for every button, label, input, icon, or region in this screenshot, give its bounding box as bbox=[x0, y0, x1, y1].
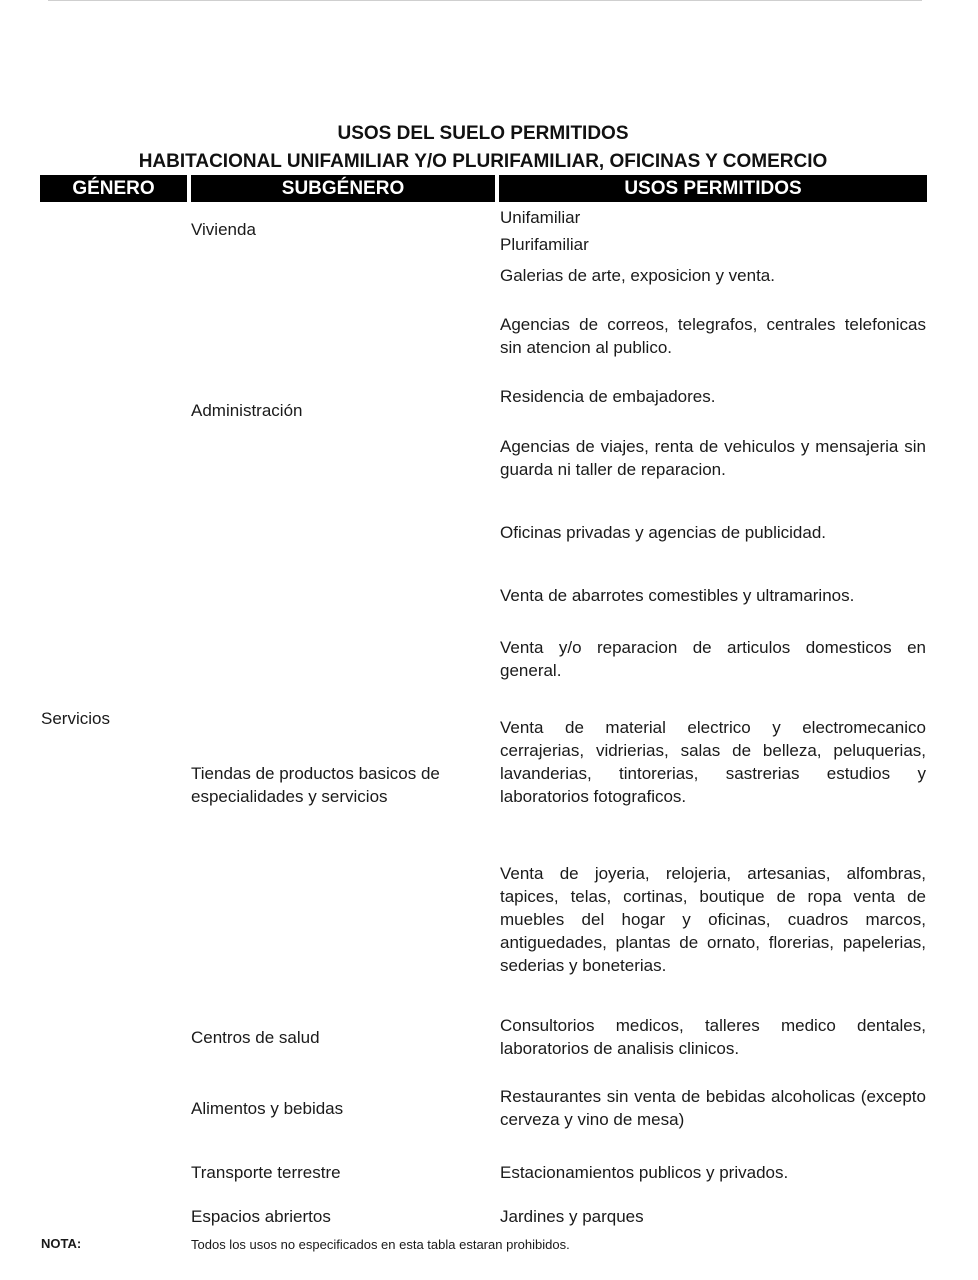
genero-cell: Servicios bbox=[41, 709, 110, 728]
subgenero-cell: Transporte terrestre bbox=[191, 1163, 341, 1182]
uso-item: Jardines y parques bbox=[500, 1207, 644, 1226]
uso-item: Venta de material electrico y electromecanico cerrajerias, vidrierias, salas de belleza, peluquerias, lavanderias, tintorerias, sastrerias estudios y laboratorios fotograficos. bbox=[500, 718, 926, 806]
uso-item: Unifamiliar bbox=[500, 208, 581, 227]
subgenero-cell: Vivienda bbox=[191, 220, 256, 239]
uso-item: Galerias de arte, exposicion y venta. bbox=[500, 266, 775, 285]
uso-item: Oficinas privadas y agencias de publicidad. bbox=[500, 523, 827, 542]
header-usos-permitidos: USOS PERMITIDOS bbox=[499, 175, 927, 202]
document-title: USOS DEL SUELO PERMITIDOS bbox=[337, 123, 629, 144]
uso-item: Venta de abarrotes comestibles y ultramarinos. bbox=[500, 586, 855, 605]
header-subgenero: SUBGÉNERO bbox=[191, 175, 495, 202]
uso-item: Estacionamientos publicos y privados. bbox=[500, 1163, 789, 1182]
uso-item: Agencias de viajes, renta de vehiculos y mensajeria sin guarda ni taller de reparacion. bbox=[500, 437, 926, 479]
nota-label: NOTA: bbox=[41, 1236, 82, 1251]
subgenero-cell: Tiendas de productos basicos de especialidades y servicios bbox=[191, 764, 440, 806]
uso-item: Agencias de correos, telegrafos, centrales telefonicas sin atencion al publico. bbox=[500, 315, 926, 357]
header-genero: GÉNERO bbox=[40, 175, 187, 202]
subgenero-cell: Centros de salud bbox=[191, 1028, 320, 1047]
subgenero-cell: Administración bbox=[191, 401, 303, 420]
uso-item: Residencia de embajadores. bbox=[500, 387, 716, 406]
top-rule bbox=[48, 0, 922, 1]
nota-text: Todos los usos no especificados en esta tabla estaran prohibidos. bbox=[191, 1237, 570, 1252]
uso-item: Restaurantes sin venta de bebidas alcoholicas (excepto cerveza y vino de mesa) bbox=[500, 1087, 926, 1129]
uso-item: Plurifamiliar bbox=[500, 235, 589, 254]
uso-item: Venta de joyeria, relojeria, artesanias, alfombras, tapices, telas, cortinas, boutique de ropa venta de muebles del hogar y oficinas, cuadros marcos, antiguedades, plantas de ornato, florerias, papelerias, sederias y boneterias. bbox=[500, 864, 926, 975]
subgenero-cell: Espacios abriertos bbox=[191, 1207, 331, 1226]
uso-item: Venta y/o reparacion de articulos domesticos en general. bbox=[500, 638, 926, 680]
uso-item: Consultorios medicos, talleres medico dentales, laboratorios de analisis clinicos. bbox=[500, 1016, 926, 1058]
subgenero-cell: Alimentos y bebidas bbox=[191, 1099, 344, 1118]
document-subtitle: HABITACIONAL UNIFAMILIAR Y/O PLURIFAMILIAR, OFICINAS Y COMERCIO bbox=[138, 151, 828, 172]
